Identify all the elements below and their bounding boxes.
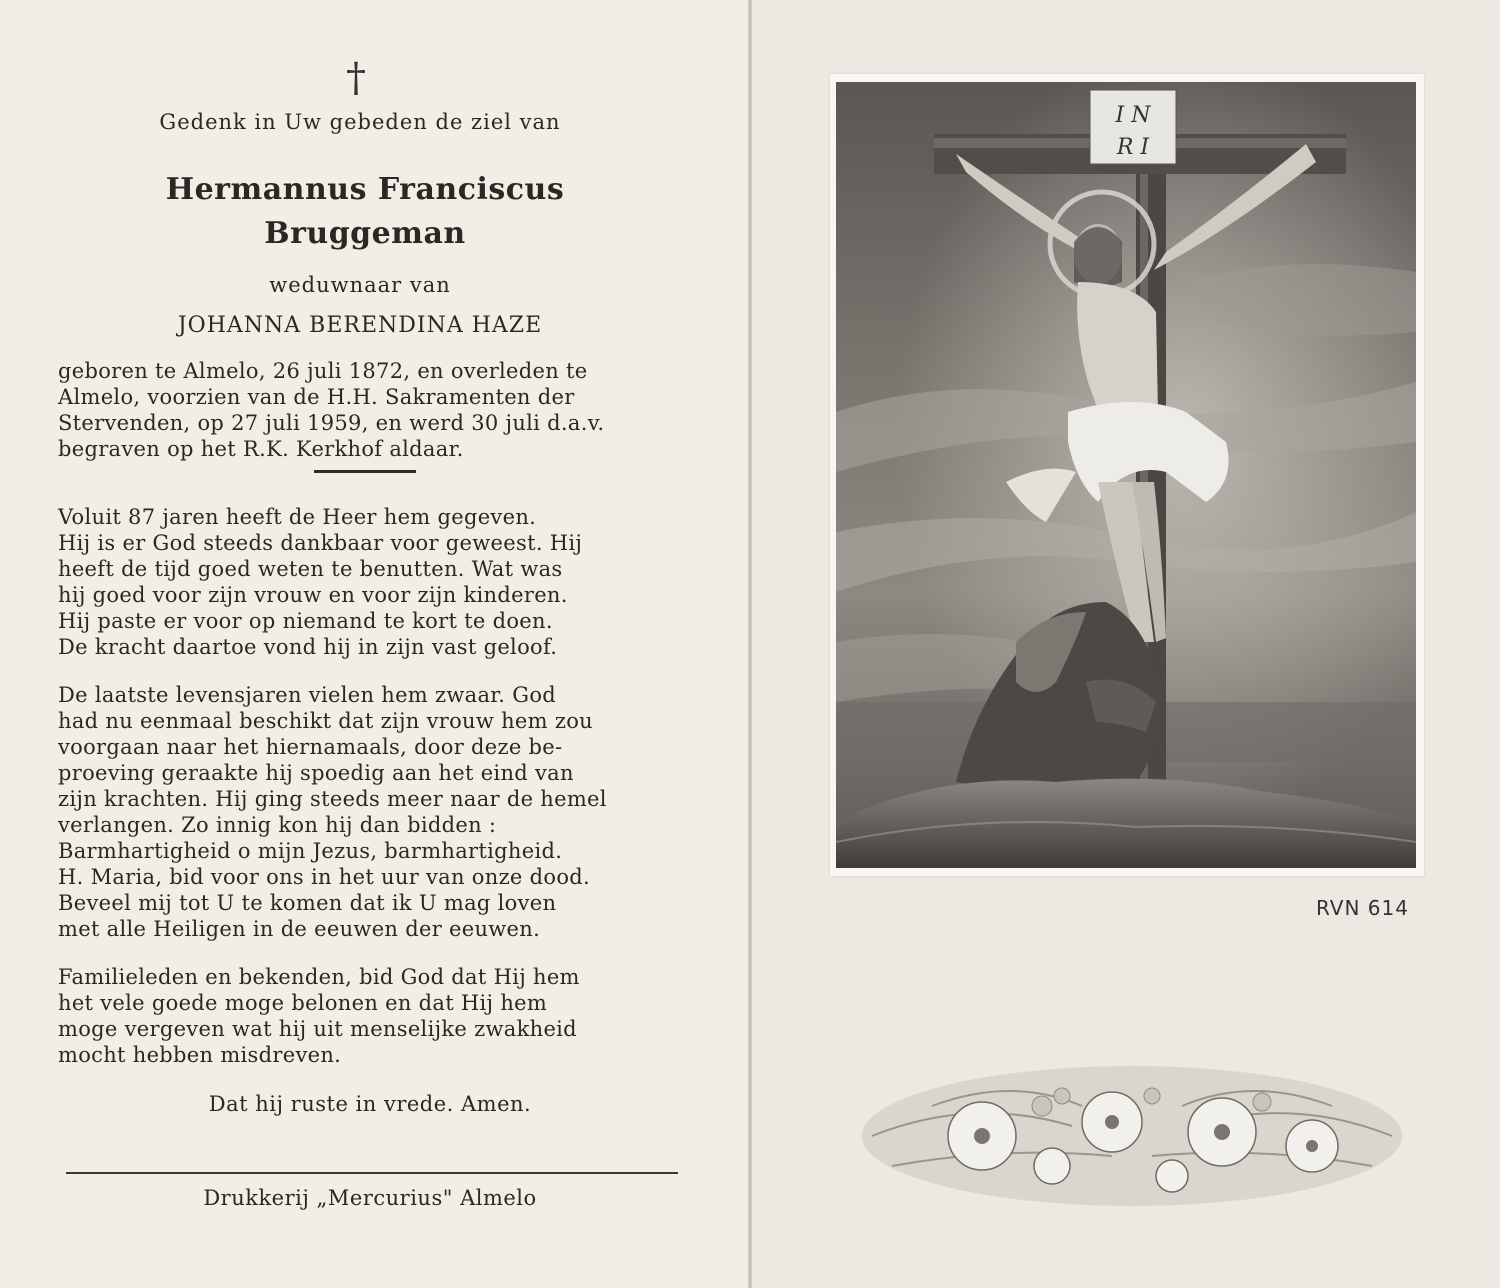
divider — [314, 470, 416, 473]
text-line: geboren te Almelo, 26 juli 1872, en overleden te — [58, 359, 588, 383]
text-line: Familieleden en bekenden, bid God dat Hij hem — [58, 965, 580, 989]
text-line: had nu eenmaal beschikt dat zijn vrouw hem zou — [58, 709, 593, 733]
widower-line: weduwnaar van — [269, 273, 451, 297]
text-line: Stervenden, op 27 juli 1959, en werd 30 juli d.a.v. — [58, 411, 605, 435]
text-line: Barmhartigheid o mijn Jezus, barmhartigheid. — [58, 839, 563, 863]
text-line: met alle Heiligen in de eeuwen der eeuwen. — [58, 917, 541, 941]
tribute-paragraph — [58, 504, 678, 660]
text-line: het vele goede moge belonen en dat Hij hem — [58, 991, 548, 1015]
crucifixion-illustration — [836, 82, 1416, 868]
printer-credit: Drukkerij „Mercurius" Almelo — [203, 1186, 537, 1210]
text-line: De laatste levensjaren vielen hem zwaar. God — [58, 683, 557, 707]
name-line-1: Hermannus Franciscus — [165, 172, 565, 207]
text-line: Almelo, voorzien van de H.H. Sakramenten der — [58, 385, 575, 409]
inri-line-2: R I — [1116, 135, 1150, 160]
crucifixion-image — [836, 82, 1416, 868]
closing-prayer: Dat hij ruste in vrede. Amen. — [208, 1092, 532, 1116]
text-line: hij goed voor zijn vrouw en voor zijn kinderen. — [58, 583, 568, 607]
crucifixion-picture-frame — [830, 74, 1424, 876]
prayer-request-paragraph — [58, 964, 678, 1068]
text-line: Beveel mij tot U te komen dat ik U mag loven — [58, 891, 557, 915]
last-years-paragraph — [58, 682, 678, 942]
image-panel — [752, 0, 1500, 1288]
text-line: Hij paste er voor op niemand te kort te doen. — [58, 609, 553, 633]
biography-paragraph — [58, 358, 678, 462]
flower-icon — [852, 1036, 1412, 1224]
divider — [66, 1172, 678, 1174]
text-line: De kracht daartoe vond hij in zijn vast geloof. — [58, 635, 558, 659]
intro-line: Gedenk in Uw gebeden de ziel van — [159, 110, 561, 134]
text-line: zijn krachten. Hij ging steeds meer naar de hemel — [58, 787, 607, 811]
flower-ornament — [852, 1036, 1412, 1224]
inri-line-1: I N — [1115, 103, 1151, 128]
print-code: RVN 614 — [1316, 896, 1409, 920]
text-line: moge vergeven wat hij uit menselijke zwakheid — [58, 1017, 577, 1041]
text-line: H. Maria, bid voor ons in het uur van onze dood. — [58, 865, 590, 889]
deceased-name — [0, 168, 730, 256]
text-line: voorgaan naar het hiernamaals, door deze be- — [58, 735, 563, 759]
text-line: proeving geraakte hij spoedig aan het eind van — [58, 761, 574, 785]
text-line: heeft de tijd goed weten te benutten. Wat was — [58, 557, 563, 581]
text-line: Voluit 87 jaren heeft de Heer hem gegeven. — [58, 505, 537, 529]
wife-name: JOHANNA BERENDINA HAZE — [177, 313, 543, 338]
text-line: begraven op het R.K. Kerkhof aldaar. — [58, 437, 464, 461]
name-line-2: Bruggeman — [264, 216, 466, 251]
cross-icon: † — [346, 55, 366, 101]
text-line: verlangen. Zo innig kon hij dan bidden : — [58, 813, 497, 837]
text-line: Hij is er God steeds dankbaar voor geweest. Hij — [58, 531, 583, 555]
text-line: mocht hebben misdreven. — [58, 1043, 342, 1067]
